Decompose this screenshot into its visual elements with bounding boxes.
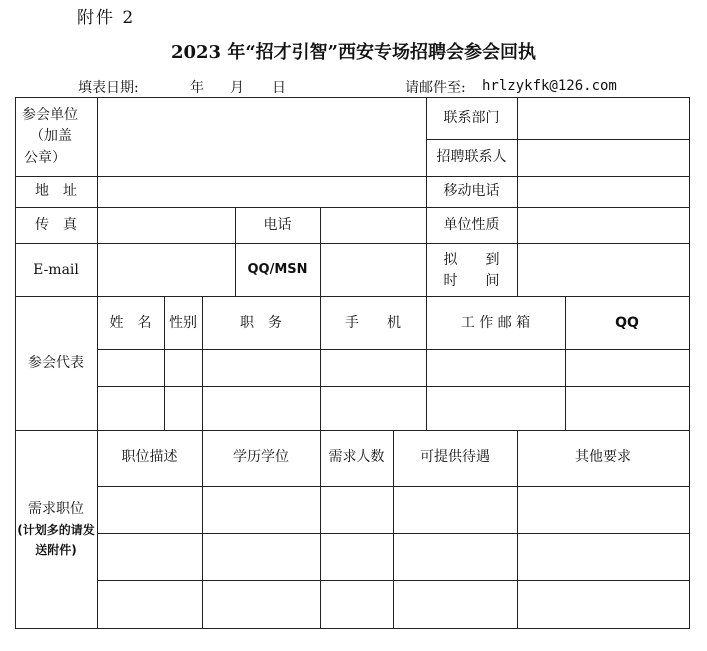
jobs-header-degree: 学历学位 [233,449,289,465]
form-title: 2023 年“招才引智”西安专场招聘会参会回执 [170,42,537,63]
fax-label: 传 真 [35,217,77,233]
mail-label: 请邮件至: [405,80,466,96]
reps-header-mobile: 手 机 [345,315,401,331]
unit-label-stamp: （加盖 [30,128,72,144]
fill-date-month: 月 [230,80,244,96]
mobile-label: 移动电话 [443,183,500,199]
mail-address: hrlzykfk@126.com [482,78,617,94]
reps-header-email: 工 作 邮 箱 [460,315,531,331]
reps-header-qq: QQ [615,315,639,331]
phone-label: 电话 [263,217,292,233]
qq-msn-label: QQ/MSN [247,262,308,277]
jobs-label: 需求职位 [28,501,84,517]
recruiter-contact-label: 招聘联系人 [436,149,507,165]
attachment-label: 附件 2 [77,8,136,28]
reps-header-position: 职 务 [240,315,282,331]
reps-label: 参会代表 [28,355,84,371]
arrival-time-label: 拟 到 [443,252,500,268]
jobs-label-note-2: 送附件) [35,543,77,557]
unit-label: 参会单位 [22,107,78,123]
jobs-header-other: 其他要求 [575,449,631,465]
jobs-header-description: 职位描述 [121,449,178,465]
jobs-header-headcount: 需求人数 [328,449,385,465]
arrival-time-label-2: 时 间 [443,273,500,289]
jobs-header-benefits: 可提供待遇 [420,449,490,465]
fill-date-label: 填表日期: [78,80,139,96]
reps-header-name: 姓 名 [109,315,152,331]
contact-dept-label: 联系部门 [443,110,500,126]
email-label: E-mail [33,262,79,278]
jobs-label-note: (计划多的请发 [17,523,95,537]
unit-nature-label: 单位性质 [443,217,500,233]
address-label: 地 址 [35,183,77,199]
unit-label-seal: 公章） [24,150,66,166]
fill-date-day: 日 [272,80,286,96]
fill-date-year: 年 [190,80,204,96]
reps-header-gender: 性别 [169,315,197,331]
